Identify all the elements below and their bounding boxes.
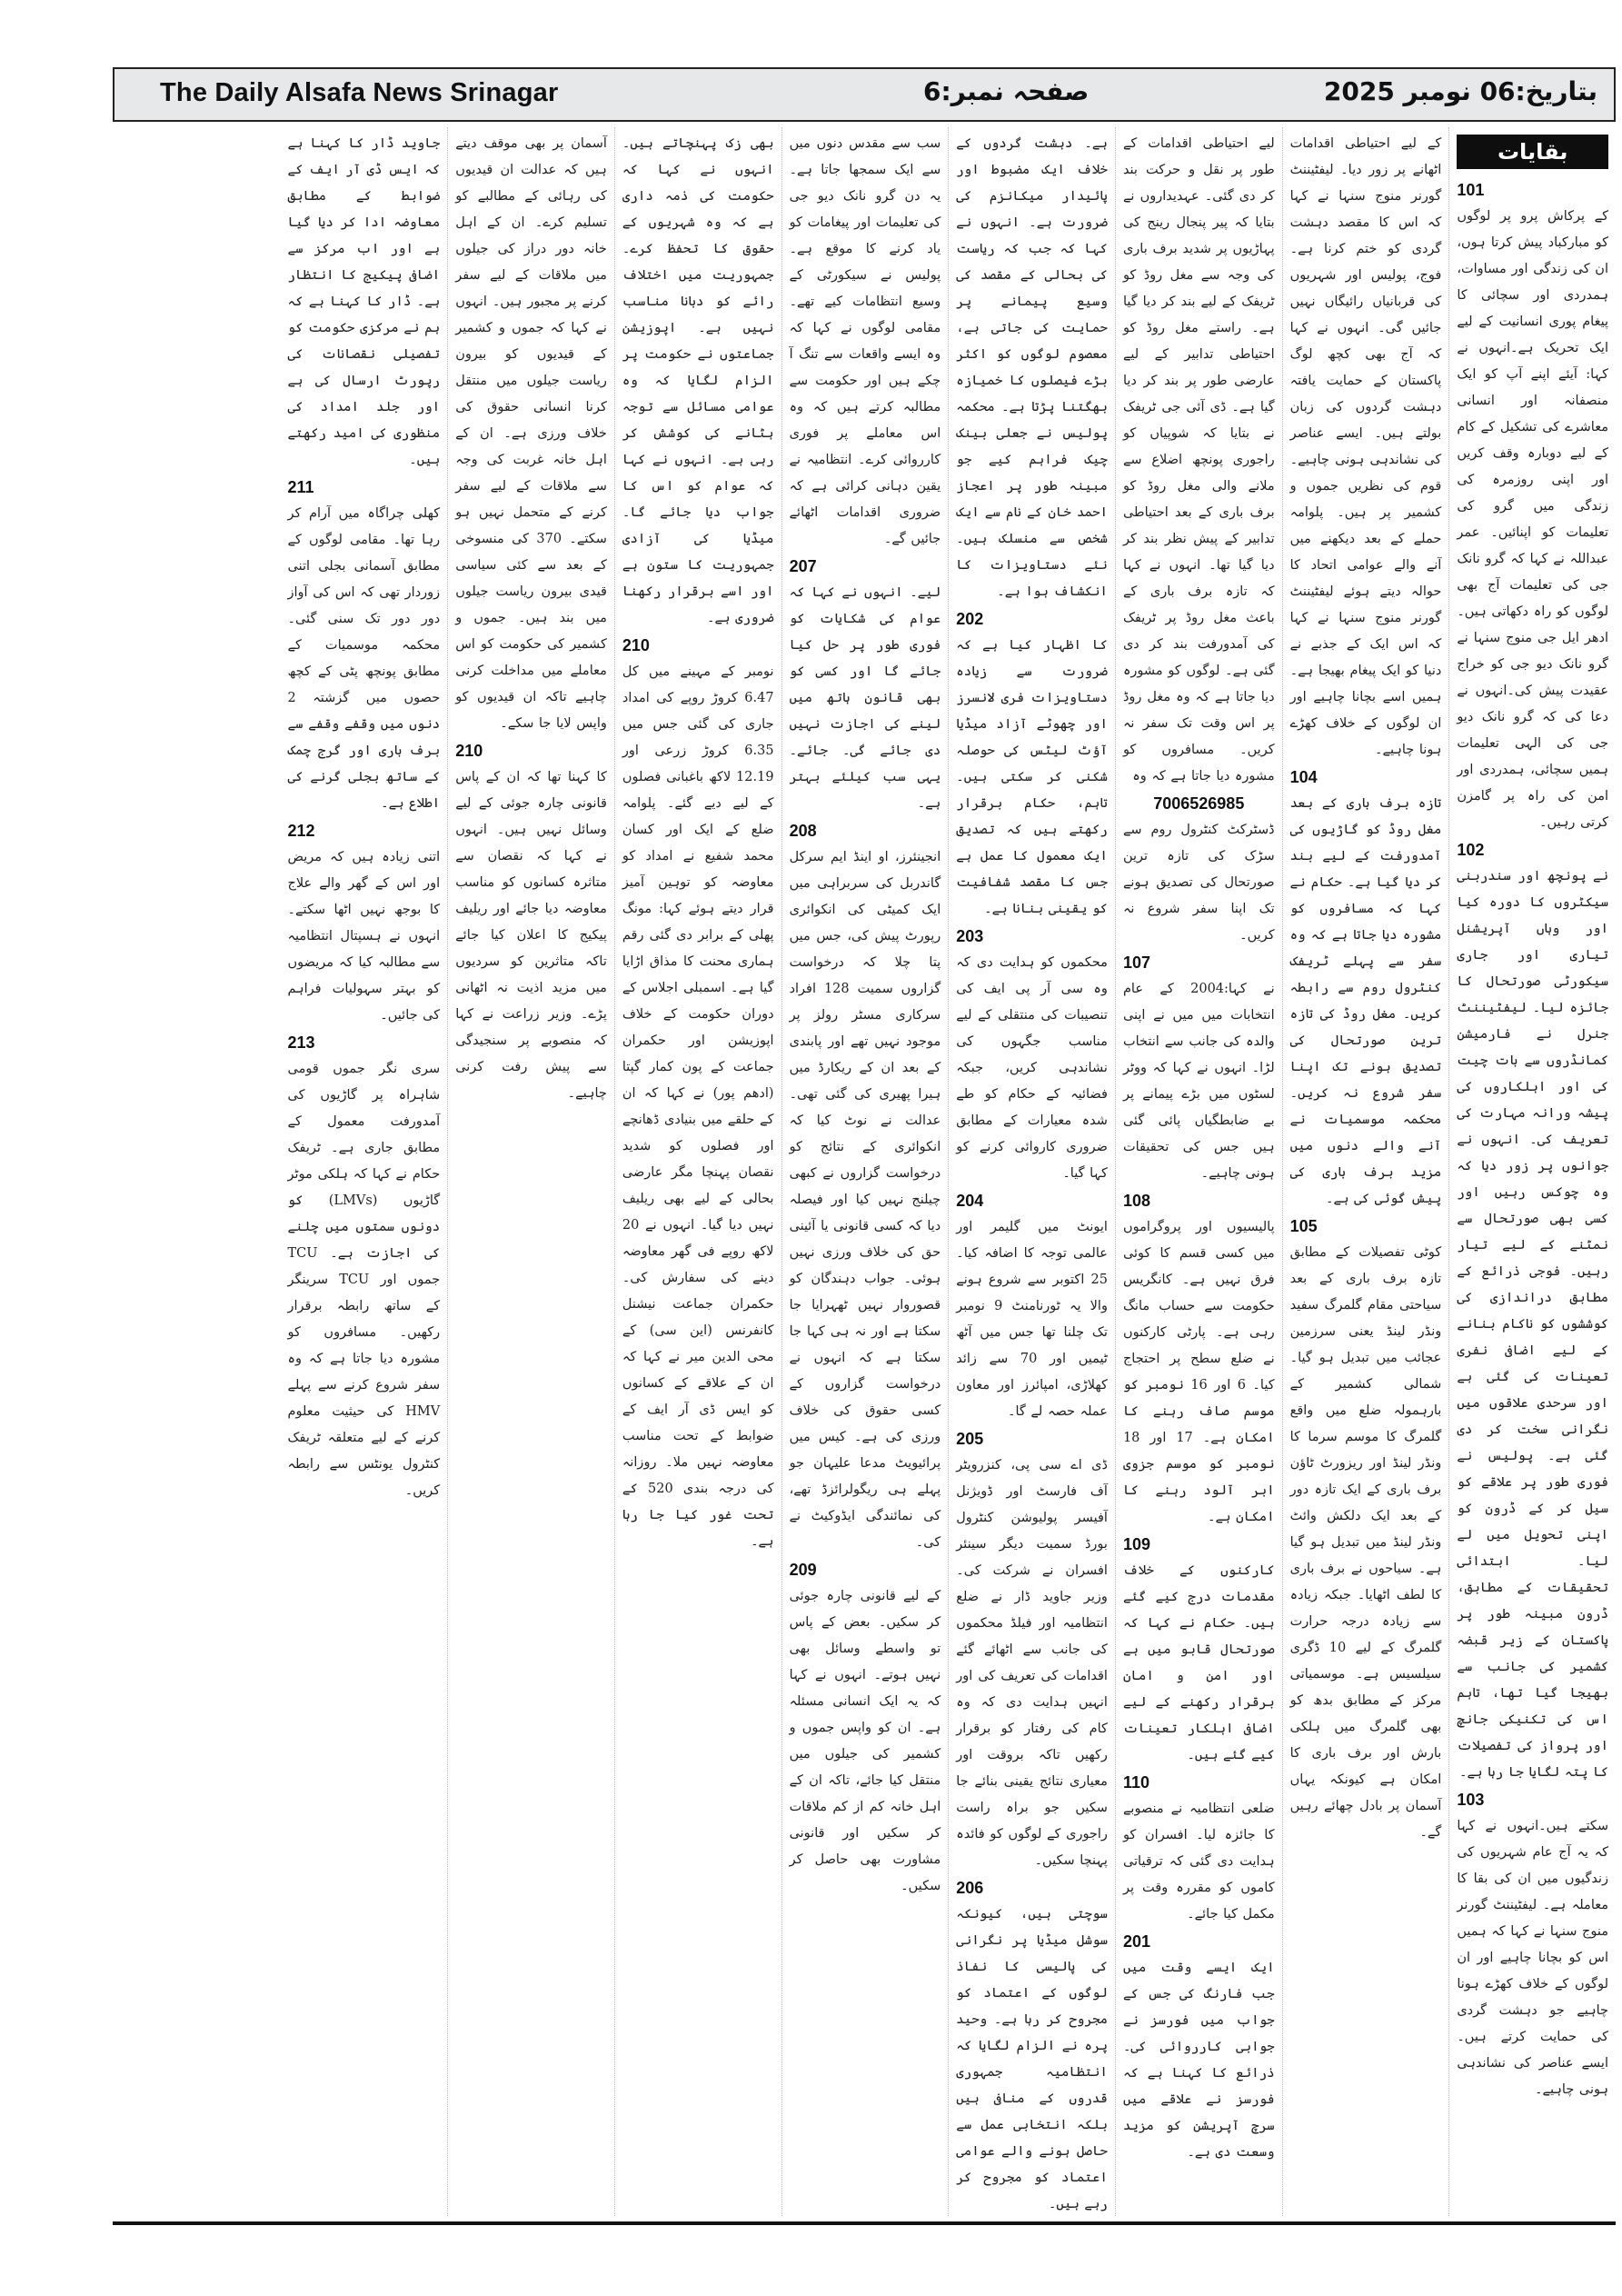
bottom-rule	[113, 2221, 1616, 2225]
page-number: صفحہ نمبر:6	[923, 76, 1090, 106]
article-text: ڈسٹرکٹ کنٹرول روم سے سڑک کی تازہ ترین صورتحال کی تصدیق ہونے تک اپنا سفر شروع نہ کریں۔	[1122, 823, 1275, 943]
article-text: سب سے مقدس دنوں میں سے ایک سمجھا جاتا ہے۔ یہ دن گرو نانک دیو جی کی تعلیمات اور پیغامات کو یاد کرنے کا موقع ہے۔ پولیس نے سیکورٹی کے وسیع انتظامات کیے تھے۔ مقامی لوگوں نے کہا کہ وہ ایسے واقعات سے تنگ آ چکے ہیں اور حکومت سے مطالبہ کرتے ہیں کہ وہ اس معاملے پر فوری کارروائی کرے۔ انتظامیہ نے یقین دہانی کرائی ہے کہ ضروری اقدامات اٹھائے جائیں گے۔	[789, 136, 941, 546]
column-1	[1448, 127, 1616, 2216]
column-5	[781, 127, 949, 2216]
section-number: 204	[956, 1192, 984, 1210]
section-number: 211	[287, 478, 314, 496]
article-text: تازہ برف باری کے بعد مغل روڈ کو گاڑیوں کی آمدورفت کے لیے بند کر دیا گیا ہے۔ حکام نے کہا کہ مسافروں کو مشورہ دیا جاتا ہے کہ وہ سفر سے پہلے ٹریفک کنٹرول روم سے رابطہ کریں۔ مغل روڈ کی تازہ ترین صورتحال کی تصدیق ہونے تک اپنا سفر شروع نہ کریں۔ محکمہ موسمیات نے آنے والے دنوں میں مزید برف باری کی پیش گوئی کی ہے۔	[1289, 796, 1442, 1206]
section-number: 209	[789, 1561, 817, 1579]
article-text: انجینئرز، او اینڈ ایم سرکل گاندربل کی سربراہی میں ایک کمیٹی کی انکوائری رپورٹ پیش کی، جس میں پتا چلا کہ درخواست گزاروں سمیت 128 افراد سرکاری مسٹر رولز پر موجود نہیں تھے اور پابندی کے بعد ان کے ریکارڈ میں ہیرا پھیری کی گئی تھی۔ عدالت نے نوٹ کیا کہ انکوائری کے نتائج کو درخواست گزاروں نے کبھی چیلنج نہیں کیا اور فیصلہ دیا کہ کسی قانونی یا آئینی حق کی خلاف ورزی نہیں ہوئی۔ جواب دہندگان کو قصوروار نہیں ٹھہرایا جا سکتا ہے اور نہ ہی کہا جا سکتا ہے کہ انہوں نے درخواست گزاروں کے کسی حقوق کی خلاف ورزی کی ہے۔ کیس میں پرائیویٹ مدعا علیہان جو پہلے ہی ریگولرائزڈ تھے، کی نمائندگی ایڈوکیٹ نے کی۔	[789, 850, 941, 1550]
article-text: سوچتی ہیں، کیونکہ سوشل میڈیا پر نگرانی کی پالیسی کا نفاذ لوگوں کے اعتماد کو مجروح کر رہا ہے۔ وحید پرہ نے الزام لگایا کہ انتظامیہ جمہوری قدروں کے منافی ہیں بلکہ انتخابی عمل سے حاصل ہونے والے عوامی اعتماد کو مجروح کر رہے ہیں۔	[956, 1907, 1108, 2211]
article-text: جاوید ڈار کا کہنا ہے کہ ایس ڈی آر ایف کے ضوابط کے مطابق معاوضہ ادا کر دیا گیا ہے اور اب مرکز سے اضافی پیکیج کا انتظار ہے۔ ڈار کا کہنا ہے کہ ہم نے مرکزی حکومت کو تفصیلی نقصانات کی رپورٹ ارسال کی ہے اور جلد امداد کی منظوری کی امید رکھتے ہیں۔	[287, 136, 441, 467]
section-number: 208	[789, 822, 817, 840]
section-number: 213	[287, 1033, 315, 1052]
section-number: 101	[1457, 181, 1485, 199]
section-number: 203	[956, 927, 984, 945]
section-number: 107	[1122, 953, 1150, 972]
section-number: 210	[622, 636, 650, 654]
newspaper-title: The Daily Alsafa News Srinagar	[160, 78, 559, 107]
article-text: کارکنوں کے خلاف مقدمات درج کیے گئے ہیں۔ حکام نے کہا کہ صورتحال قابو میں ہے اور امن و امان برقرار رکھنے کے لیے اضافی اہلکار تعینات کیے گئے ہیں۔	[1122, 1563, 1275, 1762]
masthead	[113, 67, 1616, 122]
article-text: سری نگر جموں قومی شاہراہ پر گاڑیوں کی آمدورفت معمول کے مطابق جاری ہے۔ ٹریفک حکام نے کہا کہ ہلکی موٹر گاڑیوں (LMVs) کو دونوں سمتوں میں چلنے کی اجازت ہے۔ TCU جموں اور TCU سرینگر کے ساتھ رابطہ برقرار رکھیں۔ مسافروں کو مشورہ دیا جاتا ہے کہ وہ سفر شروع کرنے سے پہلے HMV کی حیثیت معلوم کرنے کے لیے متعلقہ ٹریفک کنٹرول یونٹس سے رابطہ کریں۔	[287, 1062, 441, 1498]
section-number: 109	[1122, 1535, 1150, 1553]
section-number: 207	[789, 557, 817, 575]
column-7	[447, 127, 614, 2216]
issue-date: بتاریخ:06 نومبر 2025	[1323, 76, 1597, 106]
article-text: بھی زک پہنچاتے ہیں۔ انہوں نے کہا کہ حکومت کی ذمہ داری ہے کہ وہ شہریوں کے حقوق کا تحفظ کرے۔ جمہوریت میں اختلاف رائے کو دبانا مناسب نہیں ہے۔ اپوزیشن جماعتوں نے حکومت پر الزام لگایا کہ وہ عوامی مسائل سے توجہ ہٹانے کی کوشش کر رہی ہے۔ انہوں نے کہا کہ عوام کو اس کا جواب دیا جائے گا۔ میڈیا کی آزادی جمہوریت کا ستون ہے اور اسے برقرار رکھنا ضروری ہے۔	[622, 136, 774, 625]
article-text: کے لیے احتیاطی اقدامات اٹھانے پر زور دیا۔ لیفٹیننٹ گورنر منوج سنہا نے کہا کہ اس کا مقصد دہشت گردی کو ختم کرنا ہے۔ فوج، پولیس اور شہریوں کی قربانیاں رائیگاں نہیں جائیں گی۔ انہوں نے کہا کہ آج بھی کچھ لوگ پاکستان کے حمایت یافتہ دہشت گردوں کی زبان بولتے ہیں۔ ایسے عناصر کی نشاندہی ہونی چاہیے۔ قوم کی نظریں جموں و کشمیر پر ہیں۔ پلوامہ حملے کے بعد دیکھنے میں آنے والے عوامی اتحاد کا حوالہ دیتے ہوئے لیفٹیننٹ گورنر منوج سنہا نے کہا کہ اس ایک کے جذبے نے دنیا کو ایک پیغام بھیجا ہے۔ ہمیں اسے بچانا چاہیے اور ان لوگوں کے خلاف کھڑے ہونا چاہیے۔	[1289, 136, 1442, 757]
section-number: 110	[1122, 1773, 1149, 1792]
section-heading: بقایات	[1457, 135, 1608, 169]
article-text: ایک ایسے وقت میں جب فارنگ کی جس کے جواب میں فورسز نے جوابی کارروائی کی۔ ذرائع کا کہنا ہے کہ فورسز نے علاقے میں سرچ آپریشن کو مزید وسعت دی ہے۔	[1122, 1961, 1275, 2160]
article-text: سکتے ہیں۔انہوں نے کہا کہ یہ آج عام شہریوں کی زندگیوں میں ان کی بقا کا معاملہ ہے۔ لیفٹیننٹ گورنر منوج سنہا نے کہا کہ ہمیں اس کو بچانا چاہیے اور ان لوگوں کے خلاف کھڑے ہونا چاہیے جو دہشت گردی کی حمایت کرتے ہیں۔ ایسے عناصر کی نشاندہی ہونی چاہیے۔	[1457, 1819, 1608, 2097]
article-columns	[113, 127, 1616, 2216]
section-number: 202	[956, 610, 984, 628]
article-text: کے پرکاش پرو پر لوگوں کو مبارکباد پیش کرتا ہوں، ان کی زندگی اور مساوات، ہمدردی اور سچائی کا پیغام پوری انسانیت کے لیے ایک تحریک ہے۔انہوں نے کہا: آیئے اپنے آپ کو ایک منصفانہ اور انسانی معاشرے کی تشکیل کے کام کے لیے دوبارہ وقف کریں اور اپنی روزمرہ کی زندگی میں گرو کی تعلیمات کو اپنائیں۔ عمر عبداللہ نے کہا کہ گرو نانک جی کی تعلیمات آج بھی لوگوں کو راہ دکھاتی ہیں۔ ادھر ایل جی منوج سنہا نے گرو نانک دیو جی کو خراج عقیدت پیش کی۔انہوں نے دعا کی کہ گرو نانک دیو جی کی الہی تعلیمات ہمیں سچائی، ہمدردی اور امن کی راہ پر گامزن کرتی رہیں۔	[1457, 209, 1608, 830]
section-number: 103	[1457, 1791, 1485, 1809]
section-number: 206	[956, 1879, 984, 1897]
column-2	[1282, 127, 1449, 2216]
article-text: محکموں کو ہدایت دی کہ وہ سی آر پی ایف کی تنصیبات کی منتقلی کے لیے مناسب جگہوں کی نشاندہی کریں، جبکہ فضائیہ کے حکام کو طے شدہ معیارات کے مطابق ضروری کاروائی کرنے کو کہا گیا۔	[956, 955, 1108, 1181]
column-3	[1115, 127, 1282, 2216]
article-text: کوٹی تفصیلات کے مطابق تازہ برف باری کے بعد سیاحتی مقام گلمرگ سفید ونڈر لینڈ یعنی سرزمین عجائب میں تبدیل ہو گیا۔ شمالی کشمیر کے بارہمولہ ضلع میں واقع گلمرگ کا موسم سرما کا ونڈر لینڈ اور ریزورٹ ٹاؤن برف باری کے ایک تازہ دور کے بعد ایک دلکش وائٹ ونڈر لینڈ میں تبدیل ہو گیا ہے۔ سیاحوں نے برف باری کا لطف اٹھایا۔ جبکہ زیادہ سے زیادہ درجہ حرارت گلمرگ کے لیے 10 ڈگری سیلسیس ہے۔ موسمیاتی مرکز کے مطابق بدھ کو بھی گلمرگ میں ہلکی بارش اور برف باری کا امکان ہے کیونکہ یہاں آسمان پر بادل چھائے رہیں گے۔	[1289, 1245, 1442, 1840]
article-text: لیے۔ انہوں نے کہا کہ عوام کی شکایات کو فوری طور پر حل کیا جائے گا اور کسی کو بھی قانون ہاتھ میں لینے کی اجازت نہیں دی جائے گی۔ جائے۔ یہی سب کیلئے بہتر ہے۔	[789, 585, 941, 811]
section-number: 105	[1289, 1217, 1318, 1235]
section-number: 205	[956, 1430, 984, 1448]
helpline-number: 7006526985	[1153, 794, 1245, 813]
article-text: کا کہنا تھا کہ ان کے پاس قانونی چارہ جوئی کے لیے وسائل نہیں ہیں۔ انہوں نے کہا کہ نقصان سے متاثرہ کسانوں کو مناسب معاوضہ دیا جائے اور ریلیف پیکیج کا اعلان کیا جائے تاکہ متاثرین کو سردیوں میں مزید اذیت نہ اٹھانی پڑے۔ وزیر زراعت نے کہا کہ منصوبے پر سنجیدگی سے پیش رفت کرنی چاہیے۔	[455, 770, 607, 1101]
section-number: 102	[1457, 841, 1485, 859]
section-number: 104	[1289, 768, 1318, 786]
section-number: 201	[1122, 1932, 1150, 1951]
article-text: پالیسیوں اور پروگراموں میں کسی قسم کا کوئی فرق نہیں ہے۔ کانگریس حکومت سے حساب مانگ رہی ہے۔ پارٹی کارکنوں نے ضلع سطح پر احتجاج کیا۔ 6 اور 16 نومبر کو موسم صاف رہنے کا امکان ہے۔ 17 اور 18 نومبر کو موسم جزوی ابر آلود رہنے کا امکان ہے۔	[1122, 1220, 1275, 1524]
article-text: نومبر کے مہینے میں کل 6.47 کروڑ روپے کی امداد جاری کی گئی جس میں 6.35 کروڑ زرعی اور 12.19 لاکھ باغبانی فصلوں کے لیے دیے گئے۔ پلوامہ ضلع کے ایک اور کسان محمد شفیع نے امداد کو معاوضہ کو توہین آمیز قرار دیتے ہوئے کہا: مونگ پھلی کے برابر دی گئی رقم ہماری محنت کا مذاق اڑایا گیا ہے۔ اسمبلی اجلاس کے دوران حکومت کے خلاف اپوزیشن اور حکمران جماعت کے پون کمار گپتا (ادھم پور) نے کہا کہ ان کے حلقے میں بنیادی ڈھانچے اور فصلوں کو شدید نقصان پہنچا مگر عارضی بحالی کے لیے بھی ریلیف نہیں دیا گیا۔ انہوں نے 20 لاکھ روپے فی گھر معاوضہ دینے کی سفارش کی۔ حکمران جماعت نیشنل کانفرنس (این سی) کے محی الدین میر نے کہا کہ ان کے علاقے کے کسانوں کو ایس ڈی آر ایف کے ضوابط کے تحت مناسب معاوضہ نہیں ملا۔ روزانہ کی درجہ بندی 520 کے تحت غور کیا جا رہا ہے۔	[622, 664, 774, 1549]
column-6	[614, 127, 781, 2216]
section-number: 210	[455, 742, 483, 760]
column-8	[281, 127, 448, 2216]
section-number: 108	[1122, 1192, 1150, 1210]
article-text: نے پونچھ اور سندربنی سیکٹروں کا دورہ کیا اور وہاں آپریشنل تیاری اور جاری سیکورٹی صورتحال کا جائزہ لیا۔ لیفٹیننٹ جنرل نے فارمیشن کمانڈروں سے بات چیت کی اور اہلکاروں کی پیشہ ورانہ مہارت کی تعریف کی۔ انہوں نے جوانوں پر زور دیا کہ وہ چوکس رہیں اور کسی بھی صورتحال سے نمٹنے کے لیے تیار رہیں۔ فوجی ذرائع کے مطابق دراندازی کی کوششوں کو ناکام بنانے کے لیے اضافی نفری تعینات کی گئی ہے اور سرحدی علاقوں میں نگرانی سخت کر دی گئی ہے۔ پولیس نے فوری طور پر علاقے کو سیل کر کے ڈرون کو اپنی تحویل میں لے لیا۔ ابتدائی تحقیقات کے مطابق، ڈرون مبینہ طور پر پاکستان کے زیر قبضہ کشمیر کی جانب سے بھیجا گیا تھا، تاہم اس کی تکنیکی جانچ اور پرواز کی تفصیلات کا پتہ لگایا جا رہا ہے۔	[1457, 869, 1608, 1780]
article-text: اتنی زیادہ ہیں کہ مریض اور اس کے گھر والے علاج کا بوجھ نہیں اٹھا سکتے۔ انہوں نے ہسپتال انتظامیہ سے مطالبہ کیا کہ مریضوں کو بہتر سہولیات فراہم کی جائیں۔	[287, 850, 441, 1023]
article-text: آسمان پر بھی موقف دیتے ہیں کہ عدالت ان قیدیوں کی رہائی کے مطالبے کو تسلیم کرے۔ ان کے اہل خانہ دور دراز کی جیلوں میں ملاقات کے لیے سفر کرنے پر مجبور ہیں۔ انہوں نے کہا کہ جموں و کشمیر کے قیدیوں کو بیرون ریاست جیلوں میں منتقل کرنا انسانی حقوق کی خلاف ورزی ہے۔ ان کے اہل خانہ غربت کی وجہ سے ملاقات کے لیے سفر کرنے کے متحمل نہیں ہو سکتے۔ 370 کی منسوخی کے بعد سے کئی سیاسی قیدی بیرون ریاست جیلوں میں بند ہیں۔ جموں و کشمیر کی حکومت کو اس معاملے میں مداخلت کرنی چاہیے تاکہ ان قیدیوں کو واپس لایا جا سکے۔	[455, 136, 607, 731]
article-text: لیے احتیاطی اقدامات کے طور پر نقل و حرکت بند کر دی گئی۔ عہدیداروں نے بتایا کہ پیر پنجال رینج کی پہاڑیوں پر شدید برف باری کی وجہ سے مغل روڈ کو ٹریفک کے لیے بند کر دیا گیا ہے۔ راستے مغل روڈ کو احتیاطی تدابیر کے لیے عارضی طور پر بند کر دیا گیا ہے۔ ڈی آئی جی ٹریفک نے بتایا کہ شوپیاں کو راجوری پونچھ اضلاع سے ملانے والی مغل روڈ کو برف باری کے بعد احتیاطی تدابیر کے پیش نظر بند کر دیا گیا تھا۔ انہوں نے کہا کہ تازہ برف باری کے باعث مغل روڈ پر ٹریفک کی آمدورفت بند کر دی گئی ہے۔ لوگوں کو مشورہ دیا جاتا ہے کہ وہ مغل روڈ پر اس وقت تک سفر نہ کریں۔ مسافروں کو مشورہ دیا جاتا ہے کہ وہ	[1122, 136, 1275, 784]
section-number: 212	[287, 822, 315, 840]
article-text: نے کہا:2004 کے عام انتخابات میں میں نے اپنی والدہ کی جانب سے انتخاب لڑا۔ انہوں نے کہا کہ ووٹر لسٹوں میں بڑے پیمانے پر بے ضابطگیاں پائی گئی ہیں جس کی تحقیقات ہونی چاہیے۔	[1122, 982, 1275, 1181]
article-text: کا اظہار کیا ہے کہ ضرورت سے زیادہ دستاویزات فری لانسرز اور چھوٹے آزاد میڈیا آؤٹ لیٹس کی حوصلہ شکنی کر سکتی ہیں۔ تاہم، حکام برقرار رکھتے ہیں کہ تصدیق ایک معمول کا عمل ہے جس کا مقصد شفافیت کو یقینی بنانا ہے۔	[956, 638, 1108, 916]
article-text: کھلی چراگاہ میں آرام کر رہا تھا۔ مقامی لوگوں کے مطابق آسمانی بجلی اتنی زوردار تھی کہ اس کی آواز دور دور تک سنی گئی۔ محکمہ موسمیات کے مطابق پونچھ پٹی کے کچھ حصوں میں گزشتہ 2 دنوں میں وقفے وقفے سے برف باری اور گرج چمک کے ساتھ بجلی گرنے کی اطلاع ہے۔	[287, 506, 441, 811]
article-text: ضلعی انتظامیہ نے منصوبے کا جائزہ لیا۔ افسران کو ہدایت دی گئی کہ ترقیاتی کاموں کو مقررہ وقت پر مکمل کیا جائے۔	[1122, 1802, 1275, 1922]
column-4	[948, 127, 1115, 2216]
article-text: کے لیے قانونی چارہ جوئی کر سکیں۔ بعض کے پاس تو واسطے وسائل بھی نہیں ہوتے۔ انہوں نے کہا کہ یہ ایک انسانی مسئلہ ہے۔ ان کو واپس جموں و کشمیر کی جیلوں میں منتقل کیا جائے، تاکہ ان کے اہل خانہ کم از کم ملاقات کر سکیں اور قانونی مشاورت بھی حاصل کر سکیں۔	[789, 1589, 941, 1893]
article-text: ہے۔ دہشت گردوں کے خلاف ایک مضبوط اور پائیدار میکانزم کی ضرورت ہے۔ انہوں نے کہا کہ جب کہ ریاست کی بحالی کے مقصد کی وسیع پیمانے پر حمایت کی جاتی ہے، معصوم لوگوں کو اکثر بڑے فیصلوں کا خمیازہ بھگتنا پڑتا ہے۔ محکمہ پولیس نے جعلی بینک چیک فراہم کیے جو مبینہ طور پر اعجاز احمد خان کے نام سے ایک شخص سے منسلک ہیں۔ نئے دستاویزات کا انکشاف ہوا ہے۔	[956, 136, 1108, 599]
article-text: ایونٹ میں گلیمر اور عالمی توجہ کا اضافہ کیا۔ 25 اکتوبر سے شروع ہونے والا یہ ٹورنامنٹ 9 نومبر تک چلنا تھا جس میں آٹھ ٹیمیں اور 70 سے زائد کھلاڑی، امپائرز اور معاون عملہ حصہ لے گا۔	[956, 1220, 1108, 1419]
article-text: ڈی اے سی پی، کنزرویٹر آف فارسٹ اور ڈویژنل آفیسر پولیوشن کنٹرول بورڈ سمیت دیگر سینئر افسران نے شرکت کی۔ وزیر جاوید ڈار نے ضلع انتظامیہ اور فیلڈ محکموں کی جانب سے اٹھائے گئے اقدامات کی تعریف کی اور انہیں ہدایت دی کہ وہ کام کی رفتار کو برقرار رکھیں تاکہ بروقت اور معیاری نتائج یقینی بنائے جا سکیں جو براہ راست راجوری کے لوگوں کو فائدہ پہنچا سکیں۔	[956, 1458, 1108, 1868]
